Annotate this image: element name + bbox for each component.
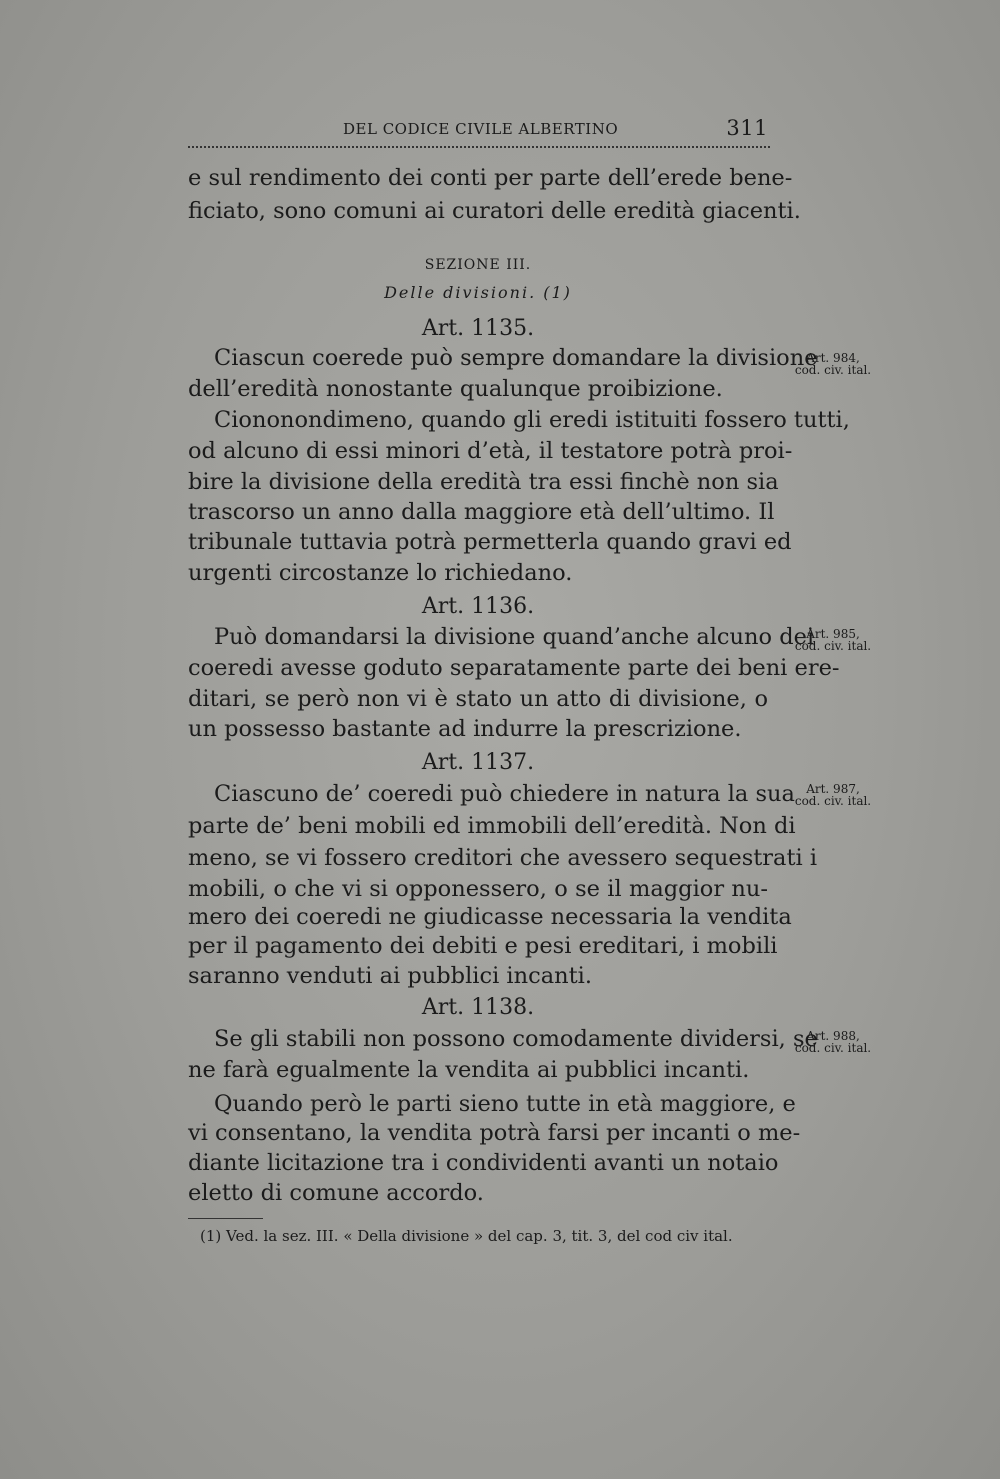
- margin-note: [778, 352, 888, 376]
- body-line: Quando però le parti sieno tutte in età maggiore, e: [214, 1091, 796, 1117]
- body-line: trascorso un anno dalla maggiore età dell’ultimo. Il: [188, 499, 775, 525]
- margin-note: [778, 783, 888, 807]
- body-line: dell’eredità nonostante qualunque proibizione.: [188, 376, 723, 402]
- margin-note-code: cod. civ. ital.: [794, 363, 872, 377]
- body-line: un possesso bastante ad indurre la prescrizione.: [188, 716, 742, 742]
- body-line: Se gli stabili non possono comodamente dividersi, se: [214, 1026, 818, 1052]
- page-number: 311: [726, 116, 768, 140]
- margin-note: [778, 628, 888, 652]
- body-line: Ciascun coerede può sempre domandare la divisione: [214, 345, 818, 371]
- body-line: vi consentano, la vendita potrà farsi per incanti o me-: [188, 1120, 801, 1146]
- body-line: mero dei coeredi ne giudicasse necessaria la vendita: [188, 904, 792, 930]
- margin-note-code: cod. civ. ital.: [794, 794, 872, 808]
- body-line: per il pagamento dei debiti e pesi ereditari, i mobili: [188, 933, 778, 959]
- margin-note-article: Art. 987,: [806, 782, 860, 796]
- article-heading: Art. 1135.: [421, 316, 535, 341]
- body-line: parte de’ beni mobili ed immobili dell’eredità. Non di: [188, 813, 796, 839]
- body-line: meno, se vi fossero creditori che avessero sequestrati i: [188, 845, 818, 871]
- body-line: mobili, o che vi si opponessero, o se il maggior nu-: [188, 876, 768, 902]
- body-line: e sul rendimento dei conti per parte dell’erede bene-: [188, 165, 793, 191]
- header-rule: [188, 146, 770, 148]
- margin-note-code: cod. civ. ital.: [794, 1041, 872, 1055]
- body-line: Può domandarsi la divisione quand’anche alcuno dei: [214, 624, 815, 650]
- section-heading: SEZIONE III.: [424, 257, 532, 273]
- footnote-rule: [188, 1218, 263, 1219]
- body-line: Ciascuno de’ coeredi può chiedere in natura la sua: [214, 781, 795, 807]
- body-line: ditari, se però non vi è stato un atto di divisione, o: [188, 686, 768, 712]
- section-subtitle: Delle divisioni. (1): [384, 283, 572, 302]
- body-line: ficiato, sono comuni ai curatori delle eredità giacenti.: [188, 198, 801, 224]
- body-line: od alcuno di essi minori d’età, il testatore potrà proi-: [188, 438, 793, 464]
- body-line: urgenti circostanze lo richiedano.: [188, 560, 573, 586]
- margin-note-article: Art. 984,: [806, 351, 860, 365]
- article-heading: Art. 1136.: [421, 594, 535, 619]
- body-line: eletto di comune accordo.: [188, 1180, 484, 1206]
- footnote: (1) Ved. la sez. III. « Della divisione » del cap. 3, tit. 3, del cod civ ital.: [200, 1227, 733, 1245]
- page-header: [188, 116, 768, 144]
- margin-note-article: Art. 988,: [806, 1029, 860, 1043]
- body-line: saranno venduti ai pubblici incanti.: [188, 963, 593, 989]
- margin-note: [778, 1030, 888, 1054]
- body-line: bire la divisione della eredità tra essi finchè non sia: [188, 469, 779, 495]
- body-line: Ciononondimeno, quando gli eredi istituiti fossero tutti,: [214, 407, 850, 433]
- body-line: ne farà egualmente la vendita ai pubblici incanti.: [188, 1057, 750, 1083]
- body-line: tribunale tuttavia potrà permetterla quando gravi ed: [188, 529, 792, 555]
- article-heading: Art. 1138.: [421, 995, 535, 1020]
- running-title: DEL CODICE CIVILE ALBERTINO: [343, 120, 619, 138]
- margin-note-code: cod. civ. ital.: [794, 639, 872, 653]
- body-line: diante licitazione tra i condividenti avanti un notaio: [188, 1150, 779, 1176]
- body-line: coeredi avesse goduto separatamente parte dei beni ere-: [188, 655, 840, 681]
- margin-note-article: Art. 985,: [806, 627, 860, 641]
- article-heading: Art. 1137.: [421, 750, 535, 775]
